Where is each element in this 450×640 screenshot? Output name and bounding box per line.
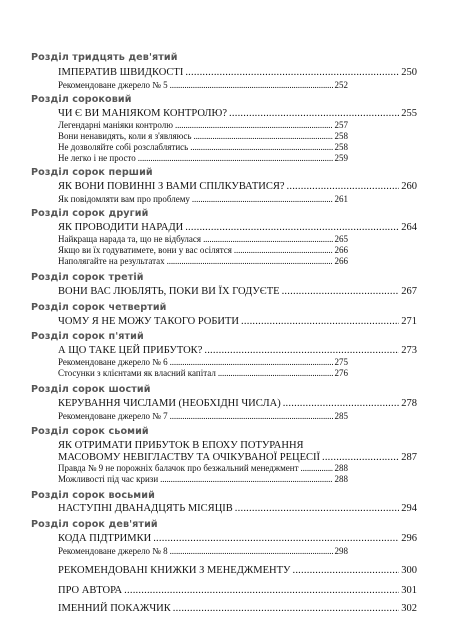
end-entry-title: РЕКОМЕНДОВАНІ КНИЖКИ З МЕНЕДЖМЕНТУ	[58, 565, 291, 576]
subentry-title: Стосунки з клієнтами як власний капітал	[58, 368, 216, 379]
section-heading: Розділ сорок дев'ятий	[31, 519, 158, 531]
page-number: 250	[401, 66, 417, 78]
section-heading: Розділ сороковий	[31, 94, 132, 106]
page-number: 258	[334, 131, 348, 142]
section-heading: Розділ сорок четвертий	[31, 302, 167, 314]
subentry-title: Якщо ви їх годуватимете, вони у вас осілятся	[58, 245, 232, 256]
subentry-title: Найкраща нарада та, що не відбулася	[58, 234, 202, 245]
section-heading: Розділ сорок сьомий	[31, 426, 149, 438]
chapter-title: КЕРУВАННЯ ЧИСЛАМИ (НЕОБХІДНІ ЧИСЛА)	[58, 398, 281, 410]
page-number: 273	[401, 344, 417, 356]
subentry-title: Не легко і не просто	[58, 152, 136, 163]
chapter-title: ЯК ПРОВОДИТИ НАРАДИ	[58, 221, 184, 233]
page-number: 255	[401, 107, 417, 119]
subentry-title: Рекомендоване джерело № 7	[58, 410, 168, 421]
chapter-title: ЧИ Є ВИ МАНІЯКОМ КОНТРОЛЮ?	[58, 107, 228, 119]
page-number: 261	[334, 193, 348, 204]
subentry-title: Легендарні маніяки контролю	[58, 120, 173, 131]
subentry-title: Правда № 9 не порожніх балачок про безжальний менеджмент	[58, 463, 299, 474]
chapter-title: НАСТУПНІ ДВАНАДЦЯТЬ МІСЯЦІВ	[58, 503, 233, 515]
page-number: 252	[334, 79, 348, 90]
subentry-title: Можливості під час кризи	[58, 474, 159, 485]
page-number: 271	[401, 315, 417, 327]
page-number: 302	[401, 603, 417, 614]
subentry-title: Рекомендоване джерело № 8	[58, 545, 168, 556]
chapter-title: ЧОМУ Я НЕ МОЖУ ТАКОГО РОБИТИ	[58, 315, 240, 327]
section-heading: Розділ сорок перший	[31, 167, 153, 179]
page-number: 264	[401, 221, 417, 233]
subentry-title: Не дозволяйте собі розслаблятись	[58, 142, 189, 153]
end-entry-title: ІМЕННИЙ ПОКАЖЧИК	[58, 603, 171, 614]
chapter-title: А ЩО ТАКЕ ЦЕЙ ПРИБУТОК?	[58, 344, 203, 356]
subentry-title: Рекомендоване джерело № 5	[58, 79, 168, 90]
page-number: 278	[401, 398, 417, 410]
page-number: 257	[334, 120, 348, 131]
page-number: 294	[401, 503, 417, 515]
chapter-title: МАСОВОМУ НЕВІГЛАСТВУ ТА ОЧІКУВАНОЇ РЕЦЕСІЇ	[58, 451, 320, 463]
page-number: 259	[334, 152, 348, 163]
end-entry-title: ПРО АВТОРА	[58, 585, 123, 596]
subentry-title: Рекомендоване джерело № 6	[58, 357, 168, 368]
page-number: 288	[334, 474, 348, 485]
page-number: 276	[334, 368, 348, 379]
chapter-title: ІМПЕРАТИВ ШВИДКОСТІ	[58, 66, 184, 78]
subentry-title: Як повідомляти вам про проблему	[58, 193, 190, 204]
page-number: 301	[401, 585, 417, 596]
page-number: 296	[401, 533, 417, 545]
page-number: 298	[334, 545, 348, 556]
page-number: 265	[334, 234, 348, 245]
chapter-title-line: ЯК ОТРИМАТИ ПРИБУТОК В ЕПОХУ ПОТУРАННЯ	[58, 439, 304, 451]
section-heading: Розділ сорок шостий	[31, 383, 151, 395]
chapter-title: ЯК ВОНИ ПОВИННІ З ВАМИ СПІЛКУВАТИСЯ?	[58, 181, 285, 192]
page-number: 266	[334, 245, 348, 256]
subentry-title: Наполягайте на результатах	[58, 256, 165, 267]
subentry-title: Вони ненавидять, коли я з'являюсь	[58, 131, 192, 142]
page-number: 288	[334, 463, 348, 474]
page-number: 275	[334, 357, 348, 368]
page-number: 300	[401, 565, 417, 576]
chapter-title: КОДА ПІДТРИМКИ	[58, 533, 152, 545]
page-number: 258	[334, 142, 348, 153]
page-number: 260	[401, 181, 417, 192]
section-heading: Розділ сорок п'ятий	[31, 331, 144, 343]
page-number: 267	[401, 285, 417, 297]
chapter-title: ВОНИ ВАС ЛЮБЛЯТЬ, ПОКИ ВИ ЇХ ГОДУЄТЕ	[58, 285, 280, 297]
section-heading: Розділ сорок третій	[31, 271, 144, 283]
section-heading: Розділ сорок другий	[31, 208, 149, 220]
page-number: 287	[401, 451, 417, 463]
section-heading: Розділ сорок восьмий	[31, 489, 155, 501]
page-number: 266	[334, 256, 348, 267]
page-number: 285	[334, 410, 348, 421]
section-heading: Розділ тридцять дев'ятий	[31, 52, 178, 64]
